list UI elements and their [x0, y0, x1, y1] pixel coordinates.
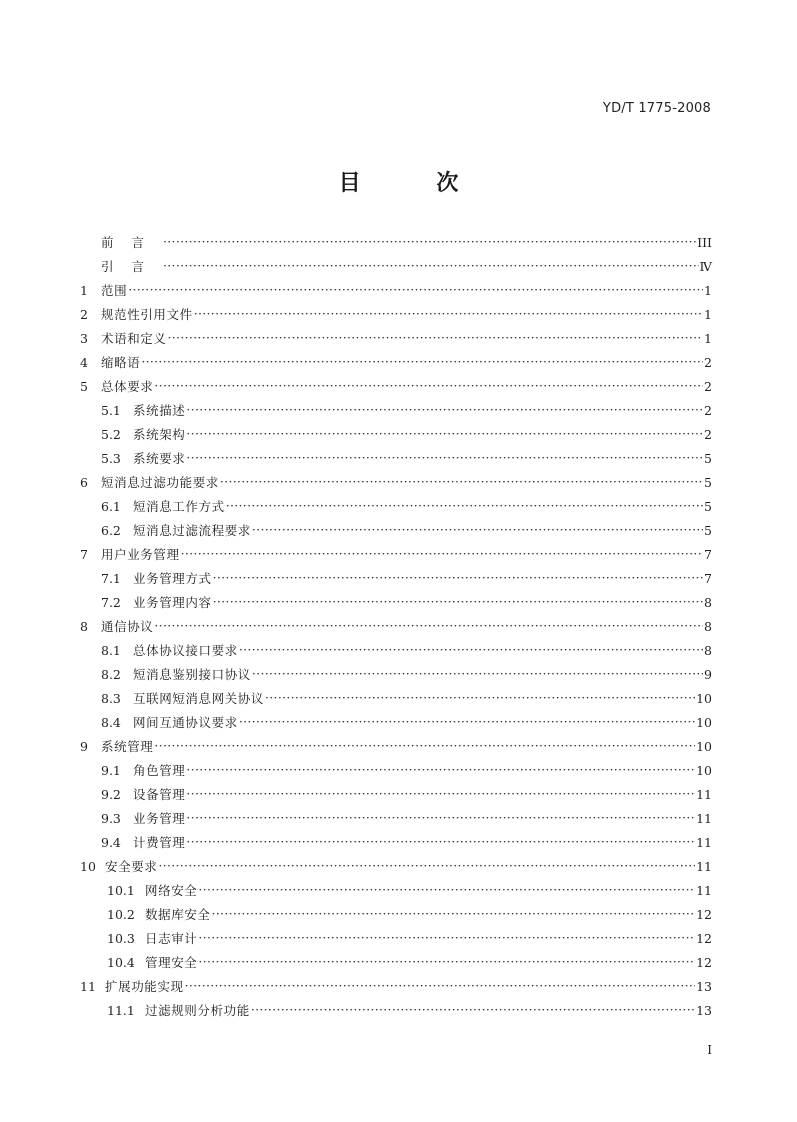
toc-entry-title: 安全要求: [105, 859, 158, 874]
toc-entry-page: 10: [696, 691, 712, 706]
dot-leader: [213, 566, 703, 590]
toc-entry[interactable]: [80, 375, 712, 399]
toc-entry-title: 业务管理: [133, 811, 186, 826]
toc-entry-number: 9: [80, 739, 88, 754]
toc-entry-number: 5.3: [101, 451, 121, 466]
dot-leader: [181, 542, 703, 566]
dot-leader: [213, 590, 703, 614]
toc-entry-number: 10.4: [107, 955, 135, 970]
dot-leader: [220, 470, 703, 494]
toc-entry-page: 5: [704, 475, 712, 490]
dot-leader: [251, 998, 695, 1022]
toc-entry-title: 系统描述: [133, 403, 186, 418]
toc-entry-page: 2: [704, 355, 712, 370]
toc-entry[interactable]: [80, 759, 712, 783]
toc-entry[interactable]: [80, 231, 712, 255]
toc-entry-title: 数据库安全: [145, 907, 211, 922]
toc-entry-page: Ⅳ: [699, 259, 712, 274]
toc-entry-page: 11: [696, 811, 712, 826]
toc-entry-number: 1: [80, 283, 88, 298]
toc-entry-number: 3: [80, 331, 88, 346]
toc-entry[interactable]: [80, 855, 712, 879]
toc-entry-number: 5.2: [101, 427, 121, 442]
toc-entry[interactable]: [80, 879, 712, 903]
toc-entry-title: 日志审计: [145, 931, 198, 946]
dot-leader: [163, 254, 698, 278]
dot-leader: [239, 710, 695, 734]
toc-entry[interactable]: [80, 903, 712, 927]
dot-leader: [194, 302, 703, 326]
toc-entry-page: 12: [696, 931, 712, 946]
toc-entry-number: 10.1: [107, 883, 135, 898]
toc-entry-title: 引言: [101, 259, 163, 274]
toc-entry-title: 互联网短消息网关协议: [133, 691, 265, 706]
toc-entry-page: 11: [696, 835, 712, 850]
dot-leader: [128, 278, 703, 302]
dot-leader: [239, 638, 703, 662]
toc-entry-title: 业务管理内容: [133, 595, 212, 610]
toc-entry-page: 1: [704, 307, 712, 322]
toc-entry[interactable]: [80, 783, 712, 807]
dot-leader: [168, 326, 704, 350]
toc-entry-number: 8.2: [101, 667, 121, 682]
toc-entry-number: 8.3: [101, 691, 121, 706]
toc-entry-page: 5: [704, 523, 712, 538]
toc-entry-title: 过滤规则分析功能: [145, 1003, 250, 1018]
toc-entry-page: III: [697, 235, 712, 250]
toc-entry[interactable]: [80, 975, 712, 999]
toc-entry-number: 4: [80, 355, 88, 370]
toc-entry-number: 10.2: [107, 907, 135, 922]
toc-entry[interactable]: [80, 423, 712, 447]
toc-entry[interactable]: [80, 711, 712, 735]
toc-entry-number: 7: [80, 547, 88, 562]
toc-entry[interactable]: [80, 807, 712, 831]
toc-entry-page: 10: [696, 763, 712, 778]
toc-entry[interactable]: [80, 279, 712, 303]
toc-entry-page: 5: [704, 499, 712, 514]
toc-entry-title: 设备管理: [133, 787, 186, 802]
toc-entry-page: 8: [704, 643, 712, 658]
toc-entry[interactable]: [80, 567, 712, 591]
dot-leader: [198, 878, 695, 902]
toc-entry[interactable]: [80, 615, 712, 639]
dot-leader: [252, 662, 703, 686]
toc-entry[interactable]: [80, 831, 712, 855]
toc-entry-number: 10: [80, 859, 96, 874]
toc-entry-number: 5.1: [101, 403, 121, 418]
dot-leader: [158, 854, 695, 878]
toc-entry-number: 9.3: [101, 811, 121, 826]
toc-entry-number: 8.1: [101, 643, 121, 658]
toc-entry-title: 用户业务管理: [101, 547, 180, 562]
toc-entry-number: 8.4: [101, 715, 121, 730]
toc-entry-title: 短消息过滤功能要求: [101, 475, 219, 490]
dot-leader: [186, 422, 703, 446]
toc-entry-page: 8: [704, 595, 712, 610]
toc-entry-number: 6.2: [101, 523, 121, 538]
toc-entry-page: 1: [704, 283, 712, 298]
dot-leader: [141, 350, 703, 374]
toc-entry[interactable]: [80, 951, 712, 975]
toc-entry[interactable]: [80, 999, 712, 1023]
toc-entry-page: 2: [704, 403, 712, 418]
toc-entry-title: 网络安全: [145, 883, 198, 898]
toc-entry-number: 8: [80, 619, 88, 634]
toc-entry-page: 7: [704, 547, 712, 562]
toc-entry-page: 12: [696, 907, 712, 922]
toc-entry-page: 11: [696, 883, 712, 898]
toc-entry-number: 7.1: [101, 571, 121, 586]
toc-entry-page: 11: [696, 859, 712, 874]
toc-entry-number: 5: [80, 379, 88, 394]
toc-entry[interactable]: [80, 591, 712, 615]
toc-entry-number: 7.2: [101, 595, 121, 610]
toc-entry[interactable]: [80, 303, 712, 327]
toc-entry-number: 9.1: [101, 763, 121, 778]
toc-entry-title: 术语和定义: [101, 331, 167, 346]
toc-entry-page: 13: [696, 979, 712, 994]
toc-entry-title: 业务管理方式: [133, 571, 212, 586]
toc-entry[interactable]: [80, 399, 712, 423]
dot-leader: [186, 806, 695, 830]
toc-entry-page: 2: [704, 379, 712, 394]
toc-entry-title: 通信协议: [101, 619, 154, 634]
toc-entry-number: 11.1: [107, 1003, 135, 1018]
toc-entry-number: 11: [80, 979, 96, 994]
toc-entry-page: 1: [704, 331, 712, 346]
toc-entry[interactable]: [80, 519, 712, 543]
toc-entry[interactable]: [80, 639, 712, 663]
dot-leader: [186, 830, 695, 854]
toc-entry-page: 5: [704, 451, 712, 466]
toc-entry-title: 短消息鉴别接口协议: [133, 667, 251, 682]
toc-entry[interactable]: [80, 471, 712, 495]
toc-entry[interactable]: [80, 735, 712, 759]
table-of-contents: [80, 231, 712, 1023]
toc-entry-page: 13: [696, 1003, 712, 1018]
toc-entry-title: 系统管理: [101, 739, 154, 754]
document-code: YD/T 1775-2008: [602, 101, 711, 116]
page-number: I: [707, 1043, 712, 1057]
dot-leader: [265, 686, 695, 710]
toc-entry[interactable]: [80, 495, 712, 519]
toc-entry-title: 角色管理: [133, 763, 186, 778]
dot-leader: [186, 398, 703, 422]
toc-entry-title: 计费管理: [133, 835, 186, 850]
toc-entry-page: 10: [696, 739, 712, 754]
toc-entry[interactable]: [80, 663, 712, 687]
toc-entry-title: 前言: [101, 235, 163, 250]
toc-entry-title: 范围: [101, 283, 128, 298]
toc-entry-title: 管理安全: [145, 955, 198, 970]
toc-entry-number: 9.2: [101, 787, 121, 802]
dot-leader: [186, 758, 695, 782]
toc-entry-number: 10.3: [107, 931, 135, 946]
toc-entry-title: 规范性引用文件: [101, 307, 193, 322]
toc-entry-title: 网间互通协议要求: [133, 715, 238, 730]
dot-leader: [226, 494, 703, 518]
toc-entry-title: 总体协议接口要求: [133, 643, 238, 658]
dot-leader: [154, 614, 703, 638]
dot-leader: [186, 782, 695, 806]
toc-entry-title: 系统要求: [133, 451, 186, 466]
dot-leader: [154, 374, 703, 398]
toc-entry[interactable]: [80, 927, 712, 951]
dot-leader: [212, 902, 696, 926]
dot-leader: [154, 734, 695, 758]
toc-entry-page: 8: [704, 619, 712, 634]
toc-entry[interactable]: [80, 687, 712, 711]
dot-leader: [163, 230, 696, 254]
toc-entry-title: 短消息过滤流程要求: [133, 523, 251, 538]
toc-entry-number: 9.4: [101, 835, 121, 850]
toc-entry-title: 扩展功能实现: [105, 979, 184, 994]
toc-title: 目 次: [338, 171, 493, 196]
toc-entry[interactable]: [80, 447, 712, 471]
dot-leader: [186, 446, 703, 470]
toc-entry-number: 6: [80, 475, 88, 490]
toc-entry-page: 12: [696, 955, 712, 970]
dot-leader: [198, 926, 695, 950]
toc-entry-page: 10: [696, 715, 712, 730]
toc-entry-page: 7: [704, 571, 712, 586]
dot-leader: [252, 518, 703, 542]
toc-entry-number: 2: [80, 307, 88, 322]
toc-entry[interactable]: [80, 543, 712, 567]
toc-entry-page: 9: [704, 667, 712, 682]
toc-entry-number: 6.1: [101, 499, 121, 514]
toc-entry[interactable]: [80, 351, 712, 375]
dot-leader: [198, 950, 695, 974]
toc-entry[interactable]: [80, 255, 712, 279]
toc-entry-page: 2: [704, 427, 712, 442]
toc-entry-title: 短消息工作方式: [133, 499, 225, 514]
toc-entry[interactable]: [80, 327, 712, 351]
toc-entry-title: 总体要求: [101, 379, 154, 394]
toc-entry-title: 缩略语: [101, 355, 141, 370]
dot-leader: [185, 974, 695, 998]
toc-entry-page: 11: [696, 787, 712, 802]
toc-entry-title: 系统架构: [133, 427, 186, 442]
